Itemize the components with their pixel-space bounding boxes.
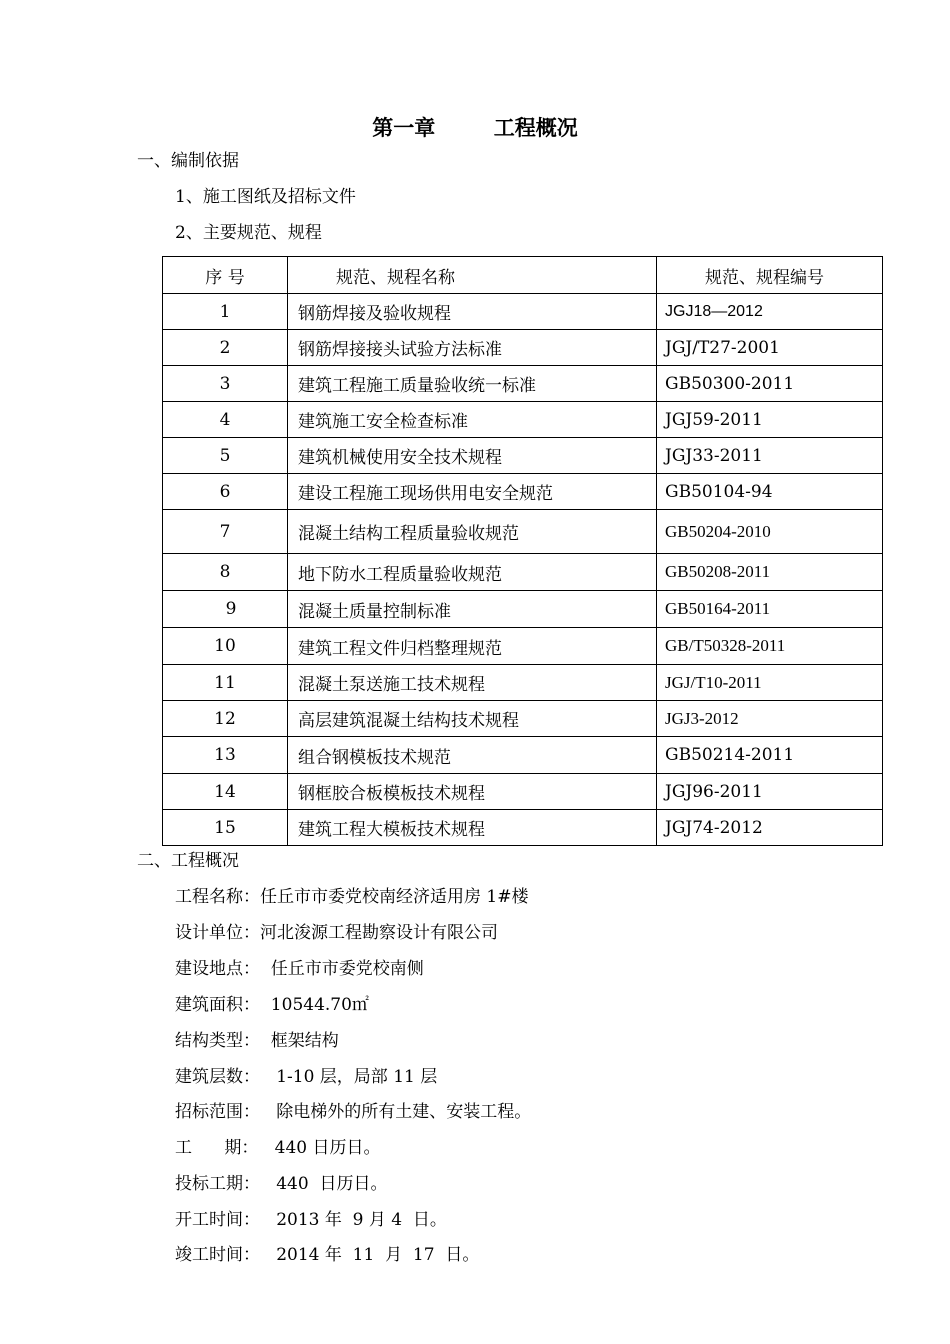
header-code: 规范、规程编号 (657, 257, 883, 294)
table-row (163, 665, 883, 701)
bid-scope-line (175, 1102, 531, 1122)
row-code: JGJ/T27-2001 (657, 330, 883, 366)
row-name: 组合钢模板技术规范 (288, 737, 657, 774)
design-unit-line (175, 923, 498, 943)
row-code: GB50208-2011 (657, 554, 883, 591)
field-value: 框架结构 (260, 1031, 339, 1051)
row-code: JGJ74-2012 (657, 810, 883, 846)
row-no: 8 (163, 554, 288, 591)
field-label: 工 期： (175, 1138, 259, 1158)
table-row (163, 591, 883, 628)
row-no: 15 (163, 810, 288, 846)
row-no: 7 (163, 510, 288, 554)
table-row (163, 438, 883, 474)
field-label: 建筑面积： (175, 995, 260, 1015)
table-row (163, 330, 883, 366)
row-code: JGJ/T10-2011 (657, 665, 883, 701)
header-name: 规范、规程名称 (288, 257, 657, 294)
field-value: 440 日历日。 (260, 1174, 388, 1194)
field-value: 2013 年 9 月 4 日。 (260, 1210, 447, 1230)
table-row (163, 774, 883, 810)
field-value: 1-10 层，局部 11 层 (260, 1067, 438, 1087)
row-name: 钢筋焊接接头试验方法标准 (288, 330, 657, 366)
table-row (163, 628, 883, 665)
bid-duration-line (175, 1174, 387, 1194)
row-name: 混凝土结构工程质量验收规范 (288, 510, 657, 554)
standards-table (162, 256, 883, 846)
site-location-line (175, 959, 424, 979)
row-no: 13 (163, 737, 288, 774)
row-name: 混凝土质量控制标准 (288, 591, 657, 628)
field-value: 任丘市市委党校南经济适用房 1#楼 (260, 887, 529, 907)
row-no: 11 (163, 665, 288, 701)
field-label: 开工时间： (175, 1210, 260, 1230)
row-name: 钢筋焊接及验收规程 (288, 294, 657, 330)
row-code: JGJ33-2011 (657, 438, 883, 474)
row-code: GB50164-2011 (657, 591, 883, 628)
table-row (163, 737, 883, 774)
row-no: 5 (163, 438, 288, 474)
row-no: 10 (163, 628, 288, 665)
table-row (163, 294, 883, 330)
section1-item2: 2、主要规范、规程 (175, 223, 322, 243)
field-value: 除电梯外的所有土建、安装工程。 (260, 1102, 532, 1122)
section1-heading: 一、编制依据 (137, 151, 239, 171)
row-name: 建筑工程施工质量验收统一标准 (288, 366, 657, 402)
building-area-line (175, 995, 369, 1015)
row-code: GB50204-2010 (657, 510, 883, 554)
field-label: 招标范围： (175, 1102, 260, 1122)
row-code: JGJ96-2011 (657, 774, 883, 810)
row-code: JGJ18—2012 (657, 294, 883, 330)
row-name: 建筑机械使用安全技术规程 (288, 438, 657, 474)
row-no: 3 (163, 366, 288, 402)
field-label: 建设地点： (175, 959, 260, 979)
header-no: 序 号 (163, 257, 288, 294)
row-no: 9 (163, 591, 288, 628)
row-code: GB50300-2011 (657, 366, 883, 402)
row-no: 12 (163, 701, 288, 737)
field-label: 工程名称： (175, 887, 260, 907)
field-value: 10544.70㎡ (260, 995, 369, 1015)
row-code: JGJ59-2011 (657, 402, 883, 438)
table-row (163, 701, 883, 737)
field-label: 结构类型： (175, 1031, 260, 1051)
row-code: GB50214-2011 (657, 737, 883, 774)
field-label: 设计单位： (175, 923, 260, 943)
field-label: 建筑层数： (175, 1067, 260, 1087)
row-no: 6 (163, 474, 288, 510)
table-row (163, 474, 883, 510)
field-label: 投标工期： (175, 1174, 260, 1194)
completion-date-line (175, 1245, 479, 1265)
row-code: JGJ3-2012 (657, 701, 883, 737)
row-name: 建筑工程大模板技术规程 (288, 810, 657, 846)
row-no: 4 (163, 402, 288, 438)
start-date-line (175, 1210, 447, 1230)
field-value: 2014 年 11 月 17 日。 (260, 1245, 480, 1265)
section2-heading: 二、工程概况 (137, 851, 239, 871)
structure-type-line (175, 1031, 339, 1051)
row-name: 建筑施工安全检查标准 (288, 402, 657, 438)
row-code: GB/T50328-2011 (657, 628, 883, 665)
row-name: 混凝土泵送施工技术规程 (288, 665, 657, 701)
row-code: GB50104-94 (657, 474, 883, 510)
table-header-row (163, 257, 883, 294)
table-row (163, 554, 883, 591)
row-name: 高层建筑混凝土结构技术规程 (288, 701, 657, 737)
row-name: 钢框胶合板模板技术规程 (288, 774, 657, 810)
field-value: 河北浚源工程勘察设计有限公司 (260, 923, 498, 943)
field-value: 440 日历日。 (258, 1138, 381, 1158)
row-name: 地下防水工程质量验收规范 (288, 554, 657, 591)
row-no: 14 (163, 774, 288, 810)
table-row (163, 366, 883, 402)
table-row (163, 810, 883, 846)
row-no: 1 (163, 294, 288, 330)
chapter-title: 第一章 工程概况 (372, 115, 578, 140)
field-label: 竣工时间： (175, 1245, 260, 1265)
row-no: 2 (163, 330, 288, 366)
table-row (163, 510, 883, 554)
field-value: 任丘市市委党校南侧 (260, 959, 424, 979)
table-row (163, 402, 883, 438)
section1-item1: 1、施工图纸及招标文件 (175, 187, 356, 207)
duration-line (175, 1138, 381, 1158)
row-name: 建设工程施工现场供用电安全规范 (288, 474, 657, 510)
project-name-line (175, 887, 528, 907)
floors-line (175, 1067, 437, 1087)
row-name: 建筑工程文件归档整理规范 (288, 628, 657, 665)
